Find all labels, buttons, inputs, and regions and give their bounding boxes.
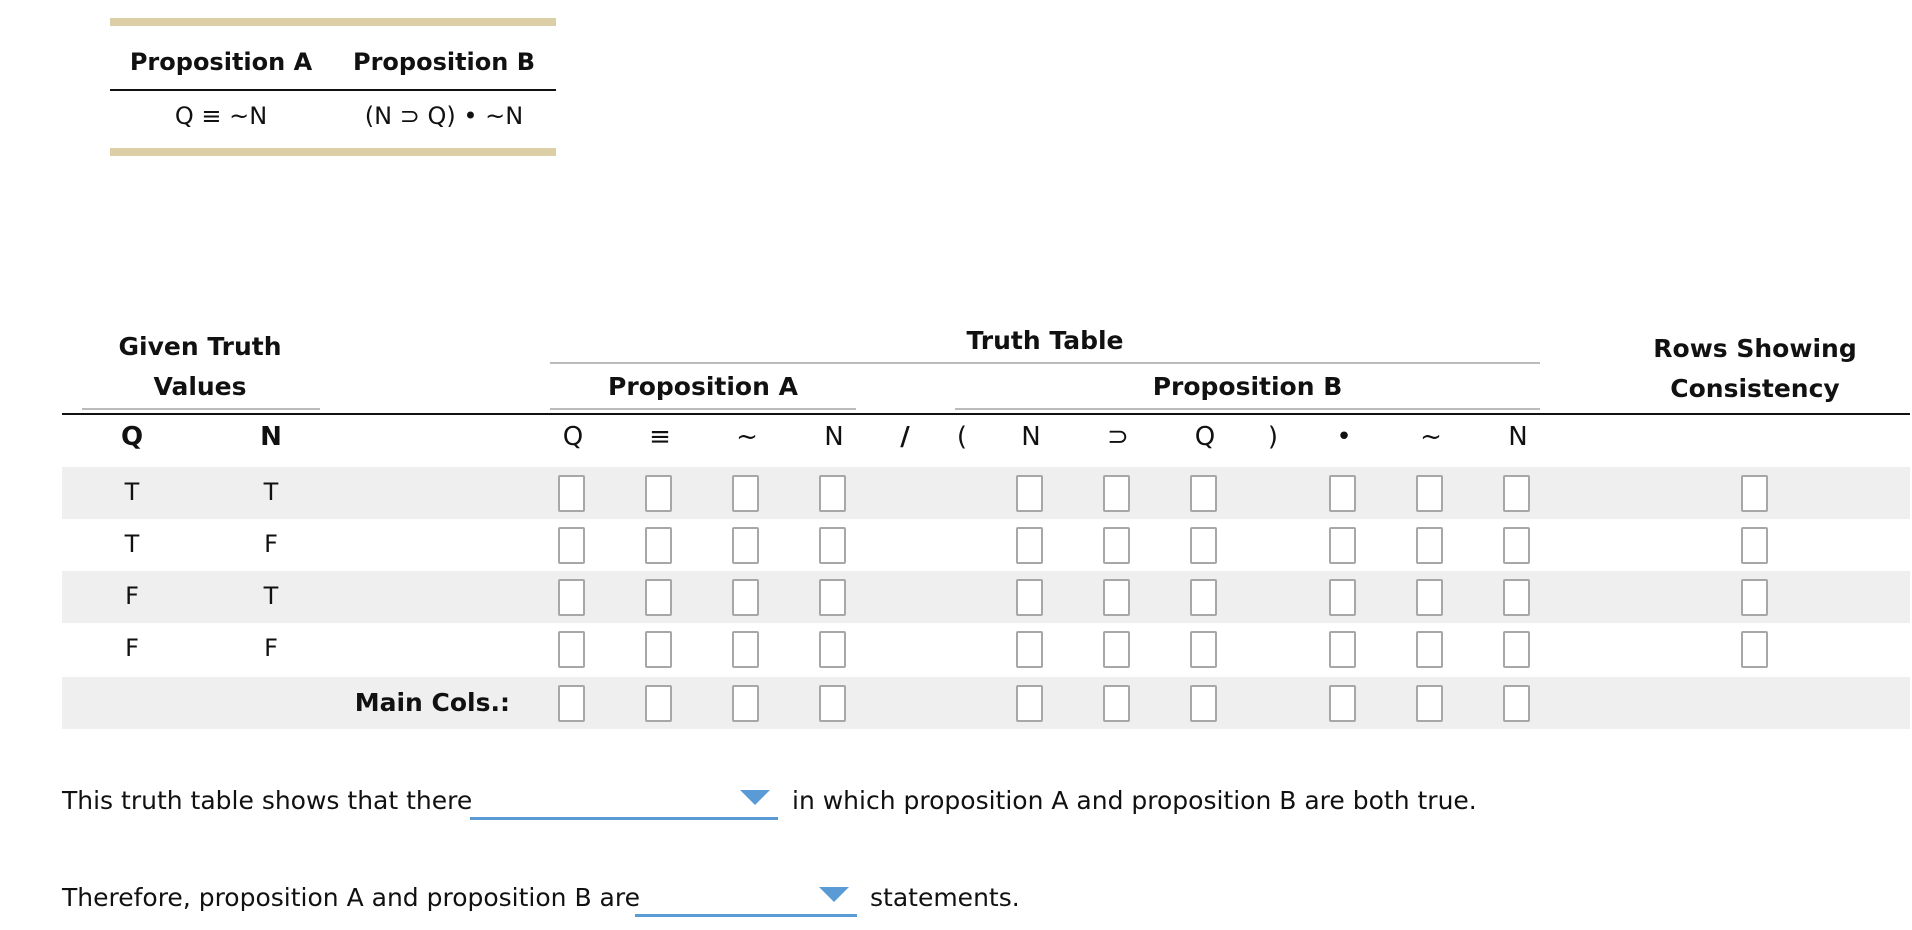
column-header: Q	[1194, 422, 1216, 452]
column-header: (	[956, 422, 968, 452]
truth-value-input[interactable]	[732, 579, 759, 616]
truth-value-input[interactable]	[1416, 631, 1443, 668]
truth-value-input[interactable]	[558, 527, 585, 564]
consistency-checkbox[interactable]	[1741, 631, 1768, 668]
consistency-checkbox[interactable]	[1741, 579, 1768, 616]
summary-divider	[110, 89, 556, 91]
truth-value-input[interactable]	[1016, 631, 1043, 668]
truth-value-input[interactable]	[732, 527, 759, 564]
truth-value-input[interactable]	[558, 579, 585, 616]
main-column-checkbox[interactable]	[1329, 685, 1356, 722]
rows-consistency-header-line1: Rows Showing	[1653, 334, 1857, 363]
column-header: ~	[1420, 422, 1442, 452]
table-prop-b-header: Proposition B	[1152, 372, 1343, 401]
truth-value-input[interactable]	[819, 579, 846, 616]
main-column-checkbox[interactable]	[819, 685, 846, 722]
truth-value-input[interactable]	[1329, 475, 1356, 512]
consistency-checkbox[interactable]	[1741, 475, 1768, 512]
truth-value-input[interactable]	[1016, 475, 1043, 512]
truth-value-input[interactable]	[1103, 579, 1130, 616]
separator-slash: /	[900, 422, 910, 452]
column-header: N	[824, 422, 844, 452]
given-column-header: N	[260, 422, 282, 452]
truth-value-input[interactable]	[1416, 579, 1443, 616]
truth-value-input[interactable]	[1016, 527, 1043, 564]
sentence1-dropdown[interactable]	[470, 776, 778, 820]
truth-value-input[interactable]	[558, 631, 585, 668]
main-column-checkbox[interactable]	[558, 685, 585, 722]
truth-table-title: Truth Table	[966, 326, 1124, 355]
column-header: N	[1021, 422, 1041, 452]
given-value-cell: T	[124, 530, 140, 558]
truth-value-input[interactable]	[1190, 475, 1217, 512]
table-row	[62, 623, 1910, 675]
consistency-checkbox[interactable]	[1741, 527, 1768, 564]
main-column-checkbox[interactable]	[1103, 685, 1130, 722]
main-column-checkbox[interactable]	[645, 685, 672, 722]
sentence1-after: in which proposition A and proposition B are both true.	[792, 786, 1477, 815]
truth-value-input[interactable]	[732, 475, 759, 512]
main-column-checkbox[interactable]	[1190, 685, 1217, 722]
truth-value-input[interactable]	[1016, 579, 1043, 616]
table-row	[62, 571, 1910, 623]
given-value-cell: T	[124, 478, 140, 506]
truth-value-input[interactable]	[819, 475, 846, 512]
truth-value-input[interactable]	[819, 631, 846, 668]
truth-table-title-underline	[550, 362, 1540, 364]
summary-prop-b-header: Proposition B	[352, 48, 535, 76]
table-row	[62, 467, 1910, 519]
main-column-checkbox[interactable]	[1503, 685, 1530, 722]
truth-value-input[interactable]	[645, 475, 672, 512]
given-value-cell: T	[263, 582, 279, 610]
truth-value-input[interactable]	[1190, 631, 1217, 668]
column-header: ~	[736, 422, 758, 452]
summary-prop-b-expression: (N ⊃ Q) • ~N	[364, 102, 524, 130]
truth-value-input[interactable]	[1190, 527, 1217, 564]
truth-value-input[interactable]	[645, 527, 672, 564]
truth-value-input[interactable]	[1416, 475, 1443, 512]
truth-value-input[interactable]	[819, 527, 846, 564]
main-cols-label: Main Cols.:	[354, 688, 510, 717]
table-prop-a-underline	[550, 408, 856, 410]
truth-value-input[interactable]	[732, 631, 759, 668]
sentence2-before: Therefore, proposition A and proposition B are	[62, 883, 640, 912]
table-prop-a-header: Proposition A	[608, 372, 798, 401]
given-value-cell: F	[125, 634, 139, 662]
main-column-checkbox[interactable]	[1016, 685, 1043, 722]
truth-value-input[interactable]	[1503, 475, 1530, 512]
truth-value-input[interactable]	[1103, 475, 1130, 512]
column-header: )	[1267, 422, 1279, 452]
given-value-cell: F	[264, 530, 278, 558]
given-value-cell: T	[263, 478, 279, 506]
column-header: Q	[562, 422, 584, 452]
truth-value-input[interactable]	[1416, 527, 1443, 564]
truth-value-input[interactable]	[1503, 631, 1530, 668]
truth-value-input[interactable]	[1103, 527, 1130, 564]
truth-value-input[interactable]	[645, 579, 672, 616]
table-row	[62, 519, 1910, 571]
truth-value-input[interactable]	[1190, 579, 1217, 616]
given-value-cell: F	[264, 634, 278, 662]
truth-value-input[interactable]	[1329, 527, 1356, 564]
truth-value-input[interactable]	[1503, 579, 1530, 616]
sentence1-before: This truth table shows that there	[62, 786, 473, 815]
column-header: •	[1336, 422, 1352, 452]
summary-prop-a-expression: Q ≡ ~N	[174, 102, 268, 130]
truth-value-input[interactable]	[645, 631, 672, 668]
given-value-cell: F	[125, 582, 139, 610]
sentence2-after: statements.	[870, 883, 1020, 912]
truth-value-input[interactable]	[1329, 579, 1356, 616]
given-column-header: Q	[120, 422, 144, 452]
given-values-header-line1: Given Truth	[118, 332, 282, 361]
proposition-summary-table	[110, 18, 556, 156]
truth-value-input[interactable]	[1503, 527, 1530, 564]
given-values-header-line2: Values	[153, 372, 247, 401]
given-values-underline	[82, 408, 320, 410]
rows-consistency-header-line2: Consistency	[1670, 374, 1840, 403]
main-column-checkbox[interactable]	[732, 685, 759, 722]
column-header: ≡	[649, 422, 671, 452]
chevron-down-icon	[740, 790, 770, 805]
truth-value-input[interactable]	[1329, 631, 1356, 668]
header-rule	[62, 413, 1910, 415]
column-header: N	[1508, 422, 1528, 452]
summary-prop-a-header: Proposition A	[129, 48, 313, 76]
table-prop-b-underline	[955, 408, 1540, 410]
column-header: ⊃	[1107, 422, 1129, 452]
sentence2-dropdown[interactable]	[635, 873, 857, 917]
chevron-down-icon	[819, 887, 849, 902]
truth-value-input[interactable]	[1103, 631, 1130, 668]
main-column-checkbox[interactable]	[1416, 685, 1443, 722]
truth-value-input[interactable]	[558, 475, 585, 512]
